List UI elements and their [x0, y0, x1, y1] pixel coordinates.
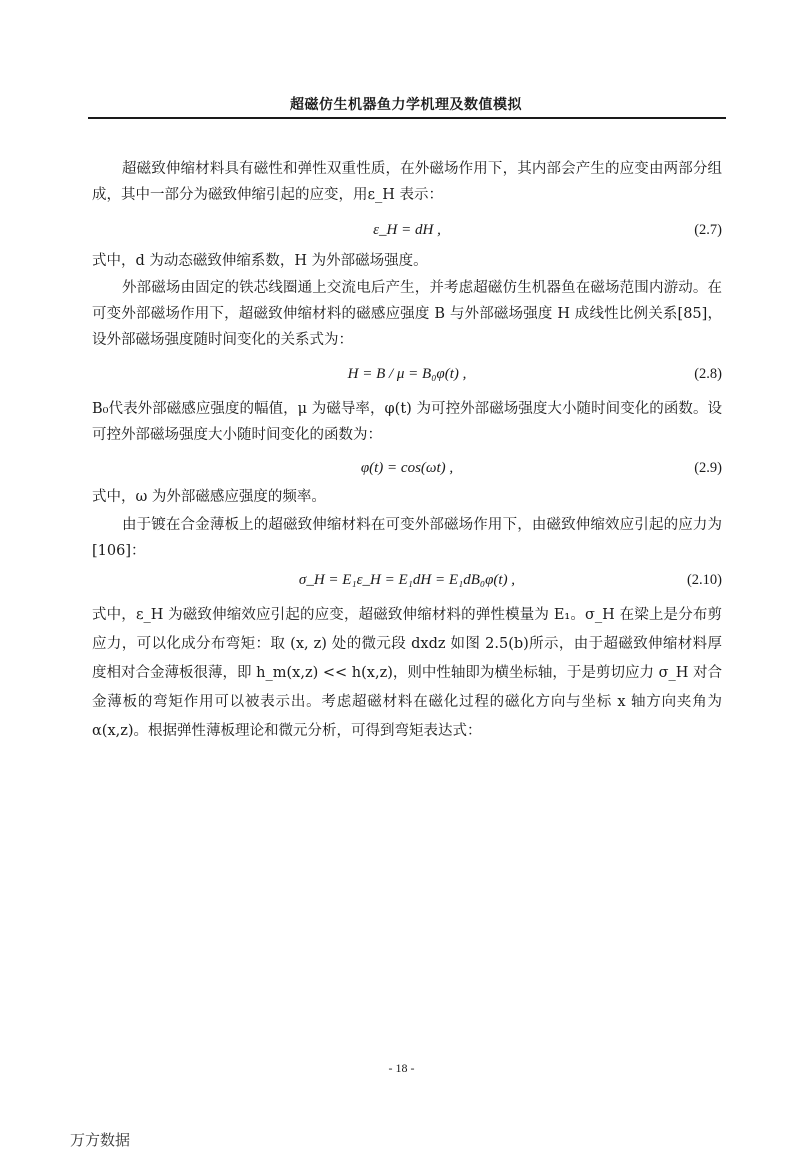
- equation-2-9-number: (2.9): [694, 460, 722, 476]
- paragraph-3: 外部磁场由固定的铁芯线圈通上交流电后产生，并考虑超磁仿生机器鱼在磁场范围内游动。在可变外部磁场作用下，超磁致伸缩材料的磁感应强度 B 与外部磁场强度 H 成线性比例关系[85]，设外部磁场强度随时间变化的关系式为：: [92, 280, 722, 348]
- equation-2-9-body: φ(t) = cos(ωt) ,: [360, 460, 454, 476]
- page-number: - 18 -: [388, 1061, 415, 1075]
- equation-2-8-body: H = B / μ = B₀φ(t) ,: [347, 366, 467, 382]
- header-rule: [88, 117, 726, 119]
- equation-2-10-body: σ_H = E₁ε_H = E₁dH = E₁dB₀φ(t) ,: [298, 572, 516, 588]
- paragraph-2: 式中，d 为动态磁致伸缩系数，H 为外部磁场强度。: [92, 253, 428, 269]
- paragraph-5: 式中，ω 为外部磁感应强度的频率。: [92, 489, 326, 505]
- paragraph-1: 超磁致伸缩材料具有磁性和弹性双重性质，在外磁场作用下，其内部会产生的应变由两部分组成，其中一部分为磁致伸缩引起的应变，用ε_H 表示：: [92, 161, 722, 203]
- equation-2-9: [92, 455, 722, 481]
- equation-2-10: [92, 567, 722, 593]
- equation-2-7-number: (2.7): [694, 222, 722, 238]
- equation-2-8: [92, 361, 722, 387]
- watermark: 万方数据: [70, 1131, 131, 1149]
- paragraph-7: 式中，ε_H 为磁致伸缩效应引起的应变，超磁致伸缩材料的弹性模量为 E₁。σ_H 在梁上是分布剪应力，可以化成分布弯矩：取 (x, z) 处的微元段 dxdz 如图 2.5(b)所示，由于超磁致伸缩材料厚度相对合金薄板很薄，即 h_m(x,z) << h(x,z)，则中性轴即为横坐标轴，于是剪切应力 σ_H 对合金薄板的弯矩作用可以被表示出。考虑超磁材料在磁化过程的磁化方向与坐标 x 轴方向夹角为 α(x,z)。根据弹性薄板理论和微元分析，可得到弯矩表达式：: [92, 607, 722, 739]
- equation-2-7: [92, 217, 722, 243]
- running-header: 超磁仿生机器鱼力学机理及数值模拟: [290, 97, 522, 113]
- equation-2-8-number: (2.8): [694, 366, 722, 382]
- paragraph-4: B₀代表外部磁感应强度的幅值，μ 为磁导率，φ(t) 为可控外部磁场强度大小随时间变化的函数。设可控外部磁场强度大小随时间变化的函数为：: [92, 401, 722, 443]
- paragraph-6: 由于镀在合金薄板上的超磁致伸缩材料在可变外部磁场作用下，由磁致伸缩效应引起的应力为[106]：: [92, 517, 722, 559]
- equation-2-10-number: (2.10): [686, 572, 722, 588]
- equation-2-7-body: ε_H = dH ,: [373, 222, 441, 238]
